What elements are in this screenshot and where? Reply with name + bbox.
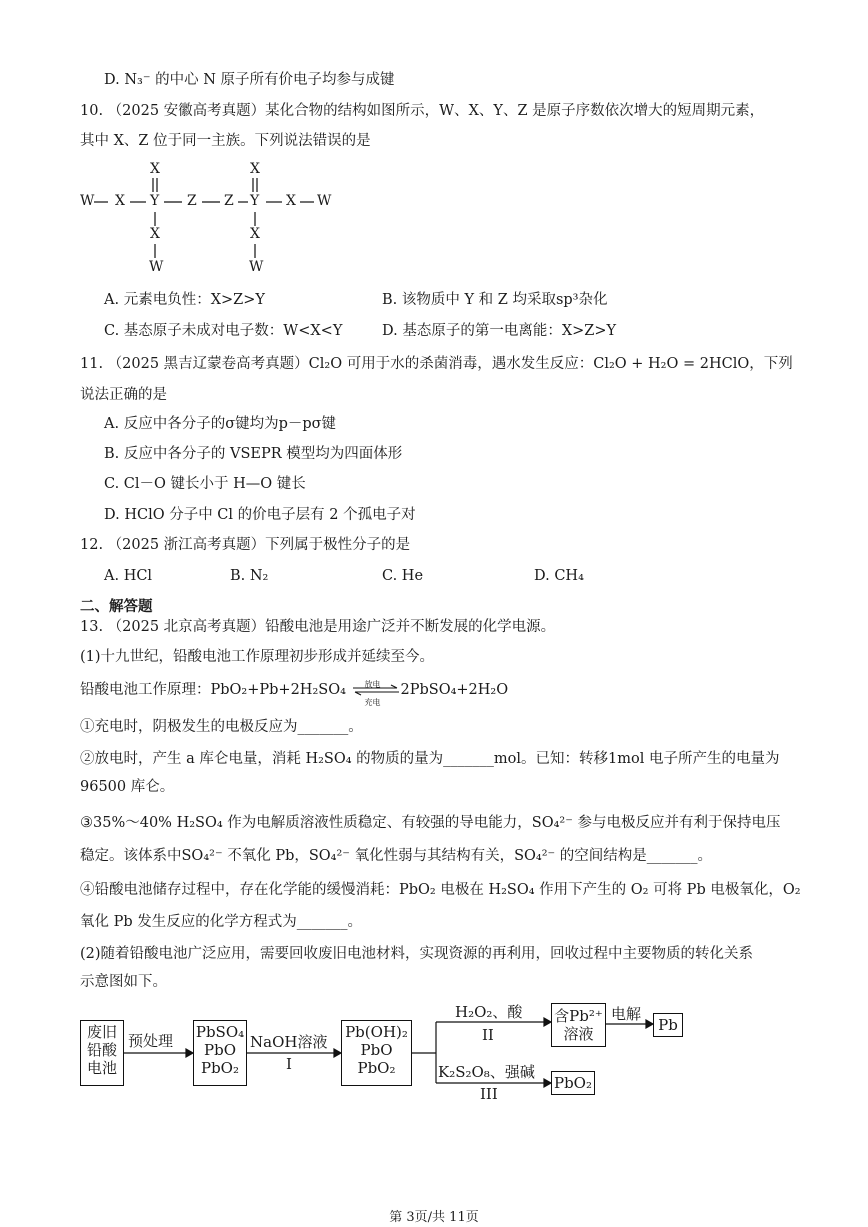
q12-option-a: A. HCl bbox=[104, 568, 153, 584]
box4-line1: 含Pb²⁺ bbox=[554, 1007, 603, 1025]
q13-principle bbox=[80, 680, 509, 707]
box1-line3: 电池 bbox=[86, 1059, 117, 1077]
q13-sub4-line1: ④铅酸电池储存过程中，存在化学能的缓慢消耗：PbO₂ 电极在 H₂SO₄ 作用下产生的 O₂ 可将 Pb 电极氧化，O₂ bbox=[80, 882, 801, 898]
atom-x1: X bbox=[115, 193, 125, 209]
atom-w2: W bbox=[317, 193, 332, 209]
q10-option-d: D. 基态原子的第一电离能：X>Z>Y bbox=[382, 323, 617, 339]
reversible-arrow bbox=[351, 680, 401, 707]
atom-z1: Z bbox=[187, 193, 197, 209]
box4-line2: 溶液 bbox=[563, 1025, 594, 1043]
q9-option-d: D. N₃⁻ 的中心 N 原子所有价电子均参与成键 bbox=[104, 72, 395, 88]
q12-option-b: B. N₂ bbox=[230, 568, 269, 584]
flow-label-h2o2-acid: H₂O₂、酸 bbox=[455, 1003, 523, 1021]
principle-right: 2PbSO₄+2H₂O bbox=[400, 682, 509, 698]
q11-option-d: D. HClO 分子中 Cl 的价电子层有 2 个孤电子对 bbox=[104, 507, 416, 523]
atom-top-x2: X bbox=[250, 161, 260, 177]
q10-structure bbox=[78, 158, 338, 278]
atom-bottom-w2: W bbox=[249, 259, 264, 275]
box5-text: Pb bbox=[658, 1016, 678, 1034]
box3-line1: Pb(OH)₂ bbox=[345, 1023, 408, 1041]
flow-box-pb-solution bbox=[551, 1003, 606, 1047]
box6-text: PbO₂ bbox=[553, 1074, 592, 1092]
box2-line3: PbO₂ bbox=[200, 1059, 239, 1077]
page-footer: 第 3页/共 11页 bbox=[389, 1210, 479, 1225]
atom-bottom-x1: X bbox=[150, 226, 160, 242]
atom-w1: W bbox=[80, 193, 95, 209]
q10-stem-line1: 10. （2025 安徽高考真题）某化合物的结构如图所示，W、X、Y、Z 是原子序数依次增大的短周期元素， bbox=[80, 103, 765, 119]
box3-line3: PbO₂ bbox=[357, 1059, 396, 1077]
q12-option-c: C. He bbox=[382, 568, 424, 584]
flow-box-mixture1 bbox=[193, 1020, 247, 1086]
arrow-bottom-label: 充电 bbox=[364, 698, 381, 707]
q10-stem-line2: 其中 X、Z 位于同一主族。下列说法错误的是 bbox=[80, 133, 371, 149]
flow-box-pb bbox=[653, 1013, 683, 1037]
q10-option-a: A. 元素电负性：X>Z>Y bbox=[104, 292, 265, 308]
flow-label-k2s2o8-base: K₂S₂O₈、强碱 bbox=[438, 1063, 535, 1081]
q10-option-b: B. 该物质中 Y 和 Z 均采取sp³杂化 bbox=[382, 292, 608, 308]
box3-line2: PbO bbox=[360, 1041, 393, 1059]
atom-y1: Y bbox=[150, 193, 160, 209]
q13-part1: (1)十九世纪，铅酸电池工作原理初步形成并延续至今。 bbox=[80, 649, 435, 665]
q13-sub1: ①充电时，阴极发生的电极反应为_______。 bbox=[80, 719, 363, 735]
q11-option-c: C. Cl－O 键长小于 H—O 键长 bbox=[104, 476, 306, 492]
flow-label-naoh: NaOH溶液 bbox=[250, 1033, 328, 1051]
q12-stem: 12. （2025 浙江高考真题）下列属于极性分子的是 bbox=[80, 537, 411, 553]
q10-option-c: C. 基态原子未成对电子数：W<X<Y bbox=[104, 323, 343, 339]
structure-bonds bbox=[78, 158, 338, 278]
atom-top-x1: X bbox=[150, 161, 160, 177]
q11-option-a: A. 反应中各分子的σ键均为p－pσ键 bbox=[104, 416, 337, 432]
q13-sub2-line2: 96500 库仑。 bbox=[80, 779, 175, 795]
flow-label-pretreat: 预处理 bbox=[128, 1032, 174, 1050]
flow-label-step3: III bbox=[480, 1085, 498, 1103]
q13-part2-line2: 示意图如下。 bbox=[80, 974, 167, 990]
atom-z2: Z bbox=[224, 193, 234, 209]
atom-bottom-w1: W bbox=[149, 259, 164, 275]
q13-sub3-line2: 稳定。该体系中SO₄²⁻ 不氧化 Pb，SO₄²⁻ 氧化性弱与其结构有关，SO₄²⁻ 的空间结构是_______。 bbox=[80, 848, 713, 864]
flow-label-step2: II bbox=[482, 1026, 494, 1044]
box1-line1: 废旧 bbox=[86, 1023, 117, 1041]
q13-part2-line1: (2)随着铅酸电池广泛应用，需要回收废旧电池材料，实现资源的再利用，回收过程中主要物质的转化关系 bbox=[80, 946, 754, 962]
principle-label: 铅酸电池工作原理： bbox=[80, 682, 211, 698]
q13-sub4-line2: 氧化 Pb 发生反应的化学方程式为_______。 bbox=[80, 914, 363, 930]
flow-box-waste-battery bbox=[80, 1020, 124, 1086]
q11-option-b: B. 反应中各分子的 VSEPR 模型均为四面体形 bbox=[104, 446, 403, 462]
q13-sub2-line1: ②放电时，产生 a 库仑电量，消耗 H₂SO₄ 的物质的量为_______mol。已知：转移1mol 电子所产生的电量为 bbox=[80, 751, 780, 767]
q13-sub3-line1: ③35%～40% H₂SO₄ 作为电解质溶液性质稳定、有较强的导电能力，SO₄²⁻ 参与电极反应并有利于保持电压 bbox=[80, 815, 781, 831]
flow-label-electrolysis: 电解 bbox=[611, 1005, 642, 1023]
flow-box-mixture2 bbox=[341, 1020, 412, 1086]
atom-x2: X bbox=[286, 193, 296, 209]
q11-stem-line2: 说法正确的是 bbox=[80, 387, 167, 403]
atom-bottom-x2: X bbox=[250, 226, 260, 242]
q13-stem: 13. （2025 北京高考真题）铅酸电池是用途广泛并不断发展的化学电源。 bbox=[80, 619, 556, 635]
q12-option-d: D. CH₄ bbox=[534, 568, 584, 584]
q11-stem-line1: 11. （2025 黑吉辽蒙卷高考真题）Cl₂O 可用于水的杀菌消毒，遇水发生反应：Cl₂O + H₂O = 2HClO，下列 bbox=[80, 356, 793, 372]
arrow-top-label: 放电 bbox=[364, 680, 381, 689]
principle-left: PbO₂+Pb+2H₂SO₄ bbox=[210, 682, 346, 698]
flow-box-pbo2 bbox=[551, 1071, 595, 1095]
flow-label-step1: I bbox=[286, 1055, 292, 1073]
section-heading: 二、解答题 bbox=[80, 598, 153, 615]
box2-line2: PbO bbox=[204, 1041, 236, 1059]
box1-line2: 铅酸 bbox=[86, 1041, 117, 1059]
atom-y2: Y bbox=[250, 193, 260, 209]
box2-line1: PbSO₄ bbox=[195, 1023, 245, 1041]
